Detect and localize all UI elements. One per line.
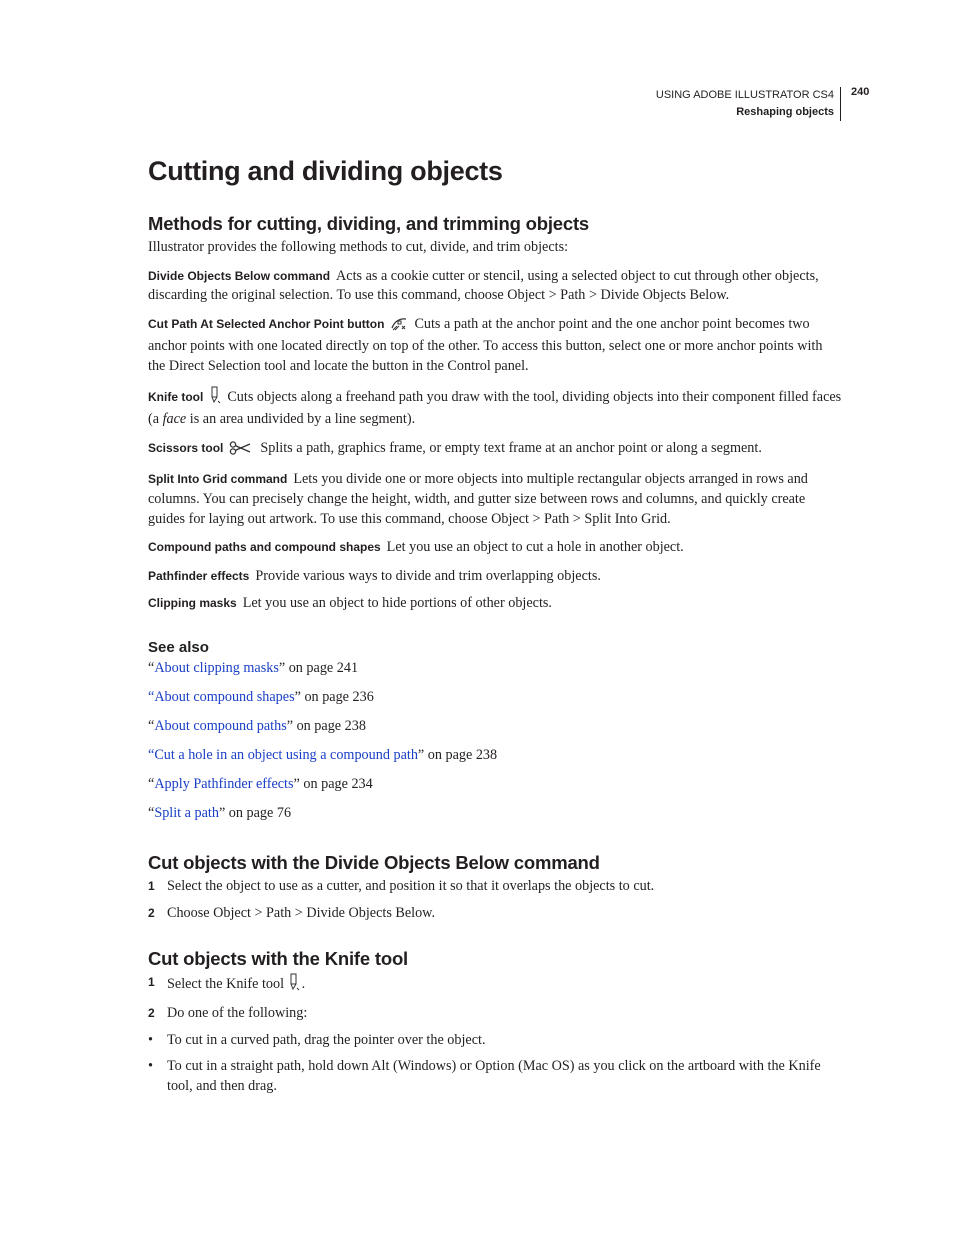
method-item [148,315,843,377]
step-item [148,904,843,924]
step-number: 2 [148,905,155,920]
method-term: Clipping masks [148,596,237,611]
bullet-marker: • [148,1031,153,1048]
see-also-link[interactable]: “Cut a hole in an object using a compound path [148,746,418,763]
see-also-entry: “About clipping masks” on page 241 [148,659,359,676]
step-text: Choose Object > Path > Divide Objects Below. [167,904,436,921]
method-item [148,538,843,558]
method-desc: Let you use an object to hide portions of other objects. [242,595,552,612]
method-desc-emphasis: face [162,411,187,428]
method-desc: Acts as a cookie cutter or stencil, using a selected object to cut through other objects, discarding the original selection. To use this command, choose Object > Path > Divide Objects Below. [148,267,819,304]
see-also-entry: “Apply Pathfinder effects” on page 234 [148,775,373,792]
method-desc: Splits a path, graphics frame, or empty text frame at an anchor point or along a segment. [260,439,762,456]
see-also-entry: “Split a path” on page 76 [148,804,292,821]
page-number: 240 [851,86,870,98]
method-term: Compound paths and compound shapes [148,540,381,555]
bullet-item [148,1031,843,1051]
method-term: Split Into Grid command [148,472,288,487]
step-number: 1 [148,879,155,894]
bullet-text: To cut in a straight path, hold down Alt (Windows) or Option (Mac OS) as you click on the artboard with the Knife tool, and then drag. [167,1057,821,1094]
method-item [148,594,843,614]
step-text: Do one of the following: [167,1005,308,1022]
cut-path-anchor-icon [390,315,408,338]
see-also-entry: “About compound shapes” on page 236 [148,689,374,705]
see-also-entry: “Cut a hole in an object using a compound path” on page 238 [148,746,498,763]
step-text: Select the Knife tool . [167,973,305,998]
scissors-tool-icon [229,441,251,462]
page-title: Cutting and dividing objects [148,156,503,186]
method-term: Scissors tool [148,440,224,455]
see-also-heading: See also [148,638,209,656]
book-title: USING ADOBE ILLUSTRATOR CS4 [655,89,834,101]
method-item [148,267,843,306]
see-also-link[interactable]: Split a path [154,804,219,821]
divide-section-heading: Cut objects with the Divide Objects Below command [148,852,600,874]
method-desc-b: is an area undivided by a line segment). [186,411,416,428]
knife-tool-icon [209,386,221,411]
method-term: Knife tool [148,389,204,404]
methods-heading: Methods for cutting, dividing, and trimming objects [148,213,589,234]
bullet-text: To cut in a curved path, drag the pointer over the object. [167,1031,486,1048]
step-number: 1 [148,975,155,990]
section-name: Reshaping objects [736,106,834,118]
methods-intro: Illustrator provides the following methods to cut, divide, and trim objects: [148,239,569,255]
method-term: Pathfinder effects [148,568,250,583]
page-content [148,150,843,1096]
method-term: Divide Objects Below command [148,268,331,283]
see-also-link[interactable]: About clipping masks [154,659,279,676]
see-also-entry: “About compound paths” on page 238 [148,718,366,735]
knife-tool-icon [288,973,300,998]
bullet-item [148,1057,843,1096]
step-text: Select the object to use as a cutter, and position it so that it overlaps the objects to cut. [167,878,655,895]
knife-section-heading: Cut objects with the Knife tool [148,948,408,970]
method-item [148,567,843,587]
method-desc: Lets you divide one or more objects into multiple rectangular objects arranged in rows and columns. You can precisely change the height, width, and gutter size between rows and columns, and quickly create guides for laying out artwork. To use this command, choose Object > Path > Split Into Grid. [148,471,808,527]
method-desc-a: Cuts objects along a freehand path you draw with the tool, dividing objects into their component filled faces (a [148,388,842,428]
method-term: Cut Path At Selected Anchor Point button [148,316,385,331]
method-desc: Let you use an object to cut a hole in another object. [386,539,684,556]
see-also-link[interactable]: Apply Pathfinder effects [154,775,294,792]
step-item [148,973,843,998]
method-desc: Cuts a path at the anchor point and the one anchor point becomes two anchor points with one located directly on top of the other. To access this button, select one or more anchor points with the Direct Selection tool and locate the button in the Control panel. [148,315,823,374]
method-item [148,386,843,430]
method-item [148,470,843,529]
step-item [148,1004,843,1024]
running-head [656,87,841,121]
step-number: 2 [148,1006,155,1021]
see-also-link[interactable]: About compound paths [154,718,287,735]
method-item [148,439,843,462]
method-desc: Provide various ways to divide and trim overlapping objects. [255,567,601,584]
step-item [148,877,843,897]
see-also-link[interactable]: “About compound shapes [148,689,295,705]
bullet-marker: • [148,1057,153,1074]
